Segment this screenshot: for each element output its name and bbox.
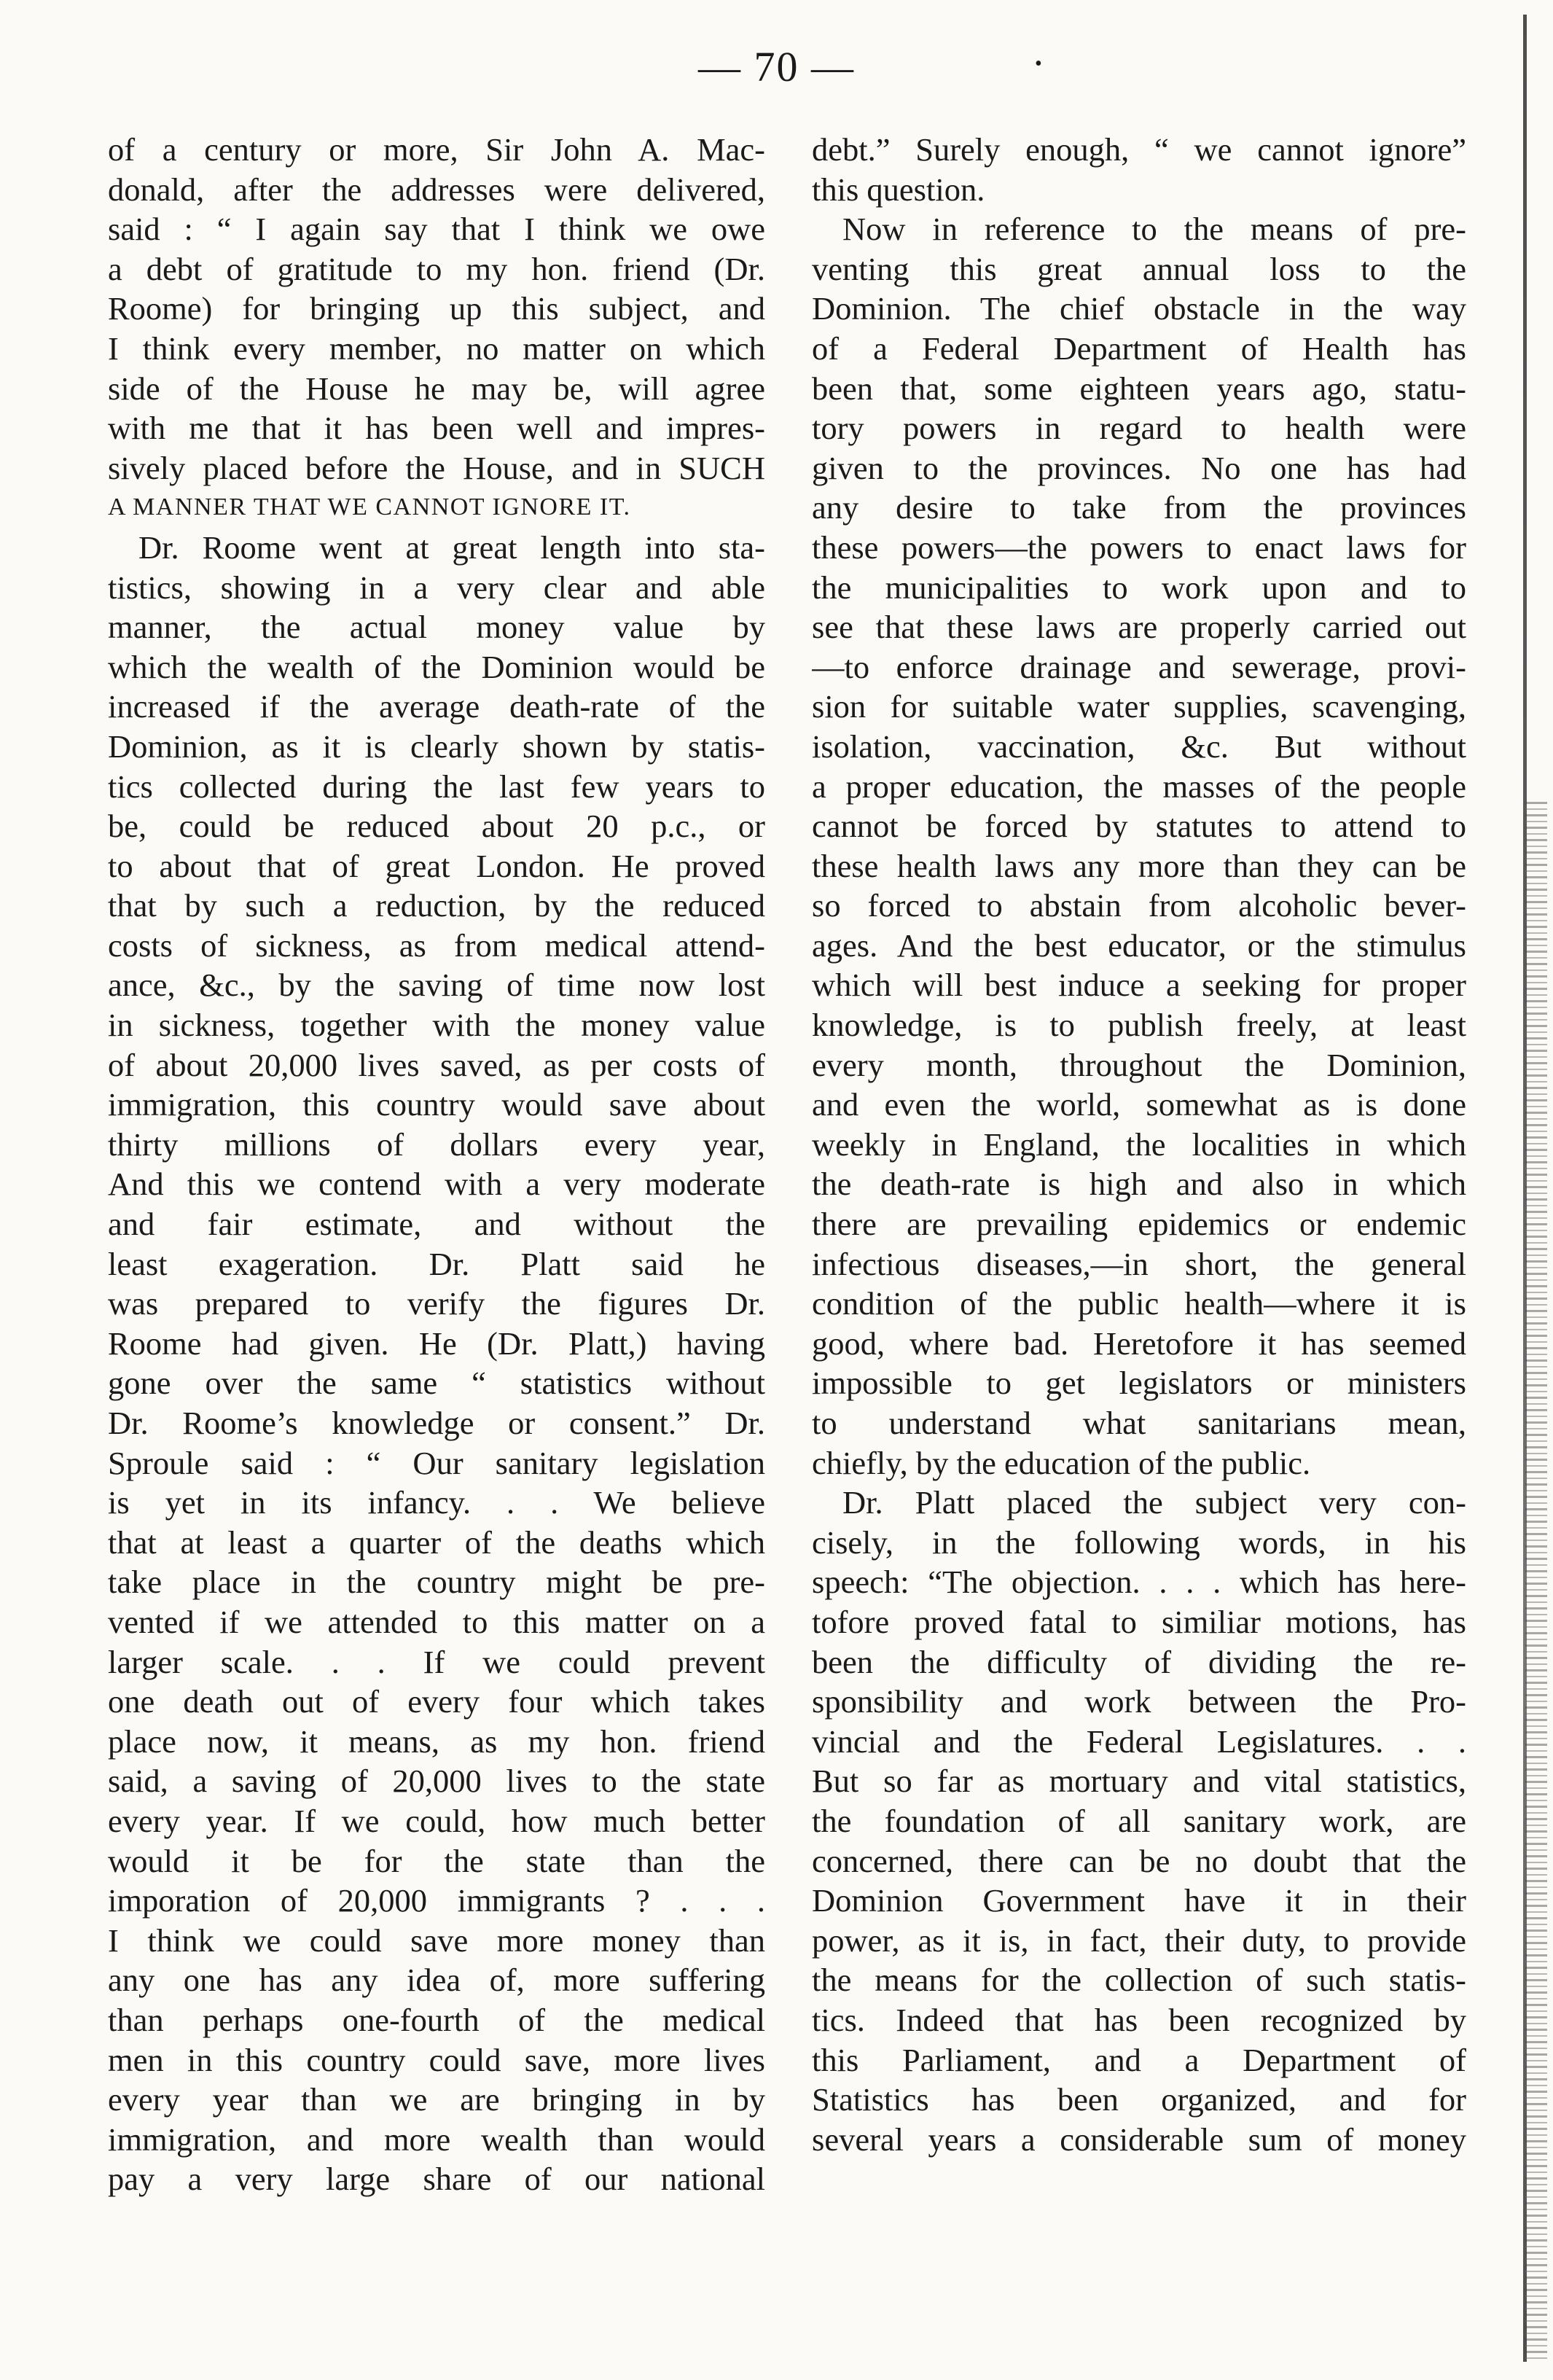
text-line: side of the House he may be, will agree xyxy=(108,370,765,407)
text-line: cannot be forced by statutes to attend to xyxy=(812,808,1466,845)
text-line: one death out of every four which takes xyxy=(108,1683,765,1720)
text-line: Now in reference to the means of pre- xyxy=(842,211,1466,248)
text-line: to understand what sanitarians mean, xyxy=(812,1405,1466,1441)
text-line: Roome had given. He (Dr. Platt,) having xyxy=(108,1324,765,1362)
text-line: is yet in its infancy. . . We believe xyxy=(108,1484,765,1521)
text-line: ance, &c., by the saving of time now lost xyxy=(108,967,765,1004)
text-line: costs of sickness, as from medical attend- xyxy=(108,926,765,964)
text-line: cisely, in the following words, in his xyxy=(812,1523,1466,1561)
text-line: good, where bad. Heretofore it has seemed xyxy=(812,1324,1466,1362)
text-line: vincial and the Federal Legislatures. . . xyxy=(812,1722,1466,1760)
text-line: that at least a quarter of the deaths which xyxy=(108,1523,765,1561)
text-line: the foundation of all sanitary work, are xyxy=(812,1802,1466,1839)
ink-dot: • xyxy=(1035,52,1042,75)
text-line: larger scale. . . If we could prevent xyxy=(108,1643,765,1680)
text-line: I think every member, no matter on which xyxy=(108,329,765,367)
text-line: and even the world, somewhat as is done xyxy=(812,1086,1466,1123)
text-line: be, could be reduced about 20 p.c., or xyxy=(108,808,765,845)
text-line: ages. And the best educator, or the stimulus xyxy=(812,926,1466,964)
text-line: condition of the public health—where it is xyxy=(812,1285,1466,1322)
text-line: any desire to take from the provinces xyxy=(812,489,1466,526)
text-line: the municipalities to work upon and to xyxy=(812,569,1466,606)
text-line: every year. If we could, how much better xyxy=(108,1802,765,1839)
text-line: isolation, vaccination, &c. But without xyxy=(812,727,1466,765)
text-line: this Parliament, and a Department of xyxy=(812,2041,1466,2078)
text-line: Dominion, as it is clearly shown by statis- xyxy=(108,727,765,765)
text-line: Dr. Roome went at great length into sta- xyxy=(138,528,765,566)
text-line: thirty millions of dollars every year, xyxy=(108,1125,765,1163)
text-line: vented if we attended to this matter on a xyxy=(108,1603,765,1640)
text-line: tics. Indeed that has been recognized by xyxy=(812,2001,1466,2038)
text-line: been that, some eighteen years ago, statu- xyxy=(812,370,1466,407)
text-line: was prepared to verify the figures Dr. xyxy=(108,1285,765,1322)
text-line: weekly in England, the localities in which xyxy=(812,1125,1466,1163)
text-line: chiefly, by the education of the public. xyxy=(812,1444,1311,1481)
text-line: a proper education, the masses of the people xyxy=(812,768,1466,805)
text-line: take place in the country might be pre- xyxy=(108,1564,765,1601)
text-line: which will best induce a seeking for proper xyxy=(812,967,1466,1004)
text-line: increased if the average death-rate of the xyxy=(108,688,765,725)
text-line: manner, the actual money value by xyxy=(108,609,765,646)
text-line: which the wealth of the Dominion would be xyxy=(108,648,765,685)
text-line: place now, it means, as my hon. friend xyxy=(108,1722,765,1760)
text-line: Dr. Platt placed the subject very con- xyxy=(842,1484,1466,1521)
text-line: of a century or more, Sir John A. Mac- xyxy=(108,131,765,168)
text-line: given to the provinces. No one has had xyxy=(812,449,1466,486)
text-line: several years a considerable sum of money xyxy=(812,2120,1466,2158)
page-edge-scan-noise xyxy=(1525,802,1547,2362)
text-line: this question. xyxy=(812,171,985,208)
text-line: would it be for the state than the xyxy=(108,1842,765,1879)
text-line: power, as it is, in fact, their duty, to provide xyxy=(812,1921,1466,1959)
text-line: any one has any idea of, more suffering xyxy=(108,1962,765,1999)
text-line: pay a very large share of our national xyxy=(108,2161,765,2198)
text-line: least exageration. Dr. Platt said he xyxy=(108,1245,765,1282)
text-line: of about 20,000 lives saved, as per costs of xyxy=(108,1046,765,1083)
right-column xyxy=(812,130,1466,2159)
text-line: donald, after the addresses were delivered, xyxy=(108,171,765,208)
text-line: impossible to get legislators or ministers xyxy=(812,1365,1466,1402)
text-line: every year than we are bringing in by xyxy=(108,2081,765,2118)
text-line: the death-rate is high and also in which xyxy=(812,1166,1466,1203)
text-line: tofore proved fatal to similiar motions, has xyxy=(812,1603,1466,1640)
text-line: But so far as mortuary and vital statistics, xyxy=(812,1763,1466,1800)
text-line: sion for suitable water supplies, scavenging, xyxy=(812,688,1466,725)
text-line: I think we could save more money than xyxy=(108,1921,765,1959)
text-line: Dr. Roome’s knowledge or consent.” Dr. xyxy=(108,1405,765,1441)
text-line: infectious diseases,—in short, the general xyxy=(812,1245,1466,1282)
text-line: gone over the same “ statistics without xyxy=(108,1365,765,1402)
text-line: every month, throughout the Dominion, xyxy=(812,1046,1466,1083)
text-line: than perhaps one-fourth of the medical xyxy=(108,2001,765,2038)
text-line: the means for the collection of such statis- xyxy=(812,1962,1466,1999)
text-line: said : “ I again say that I think we owe xyxy=(108,211,765,248)
text-line: And this we contend with a very moderate xyxy=(108,1166,765,1203)
text-line: tistics, showing in a very clear and able xyxy=(108,569,765,606)
text-line: debt.” Surely enough, “ we cannot ignore” xyxy=(812,131,1466,168)
text-line: that by such a reduction, by the reduced xyxy=(108,887,765,924)
text-line: tics collected during the last few years to xyxy=(108,768,765,805)
text-line: see that these laws are properly carried out xyxy=(812,609,1466,646)
text-line: Roome) for bringing up this subject, and xyxy=(108,290,765,327)
text-line: with me that it has been well and impres- xyxy=(108,410,765,447)
text-line: a debt of gratitude to my hon. friend (Dr. xyxy=(108,250,765,287)
text-line: of a Federal Department of Health has xyxy=(812,329,1466,367)
text-line: these powers—the powers to enact laws for xyxy=(812,528,1466,566)
text-line: said, a saving of 20,000 lives to the state xyxy=(108,1763,765,1800)
left-column xyxy=(108,130,765,2199)
text-line: these health laws any more than they can be xyxy=(812,847,1466,884)
text-line: immigration, this country would save about xyxy=(108,1086,765,1123)
text-line: in sickness, together with the money value xyxy=(108,1007,765,1044)
text-line: sively placed before the House, and in SUCH xyxy=(108,449,765,486)
text-line: speech: “The objection. . . . which has here- xyxy=(812,1564,1466,1601)
text-line: imporation of 20,000 immigrants ? . . . xyxy=(108,1882,765,1919)
text-line: and fair estimate, and without the xyxy=(108,1206,765,1243)
page-number: — 70 — xyxy=(698,43,855,90)
text-line: men in this country could save, more lives xyxy=(108,2041,765,2078)
text-line: sponsibility and work between the Pro- xyxy=(812,1683,1466,1720)
text-line: so forced to abstain from alcoholic bever- xyxy=(812,887,1466,924)
text-line: to about that of great London. He proved xyxy=(108,847,765,884)
text-line: concerned, there can be no doubt that the xyxy=(812,1842,1466,1879)
text-line: immigration, and more wealth than would xyxy=(108,2120,765,2158)
text-line: —to enforce drainage and sewerage, provi- xyxy=(812,648,1466,685)
text-line: knowledge, is to publish freely, at least xyxy=(812,1007,1466,1044)
text-line: tory powers in regard to health were xyxy=(812,410,1466,447)
text-line: Dominion. The chief obstacle in the way xyxy=(812,290,1466,327)
text-line: been the difficulty of dividing the re- xyxy=(812,1643,1466,1680)
text-line: A MANNER THAT WE CANNOT IGNORE IT. xyxy=(108,493,631,521)
text-line: Dominion Government have it in their xyxy=(812,1882,1466,1919)
text-line: there are prevailing epidemics or endemic xyxy=(812,1206,1466,1243)
text-line: venting this great annual loss to the xyxy=(812,250,1466,287)
text-line: Statistics has been organized, and for xyxy=(812,2081,1466,2118)
text-line: Sproule said : “ Our sanitary legislation xyxy=(108,1444,765,1481)
